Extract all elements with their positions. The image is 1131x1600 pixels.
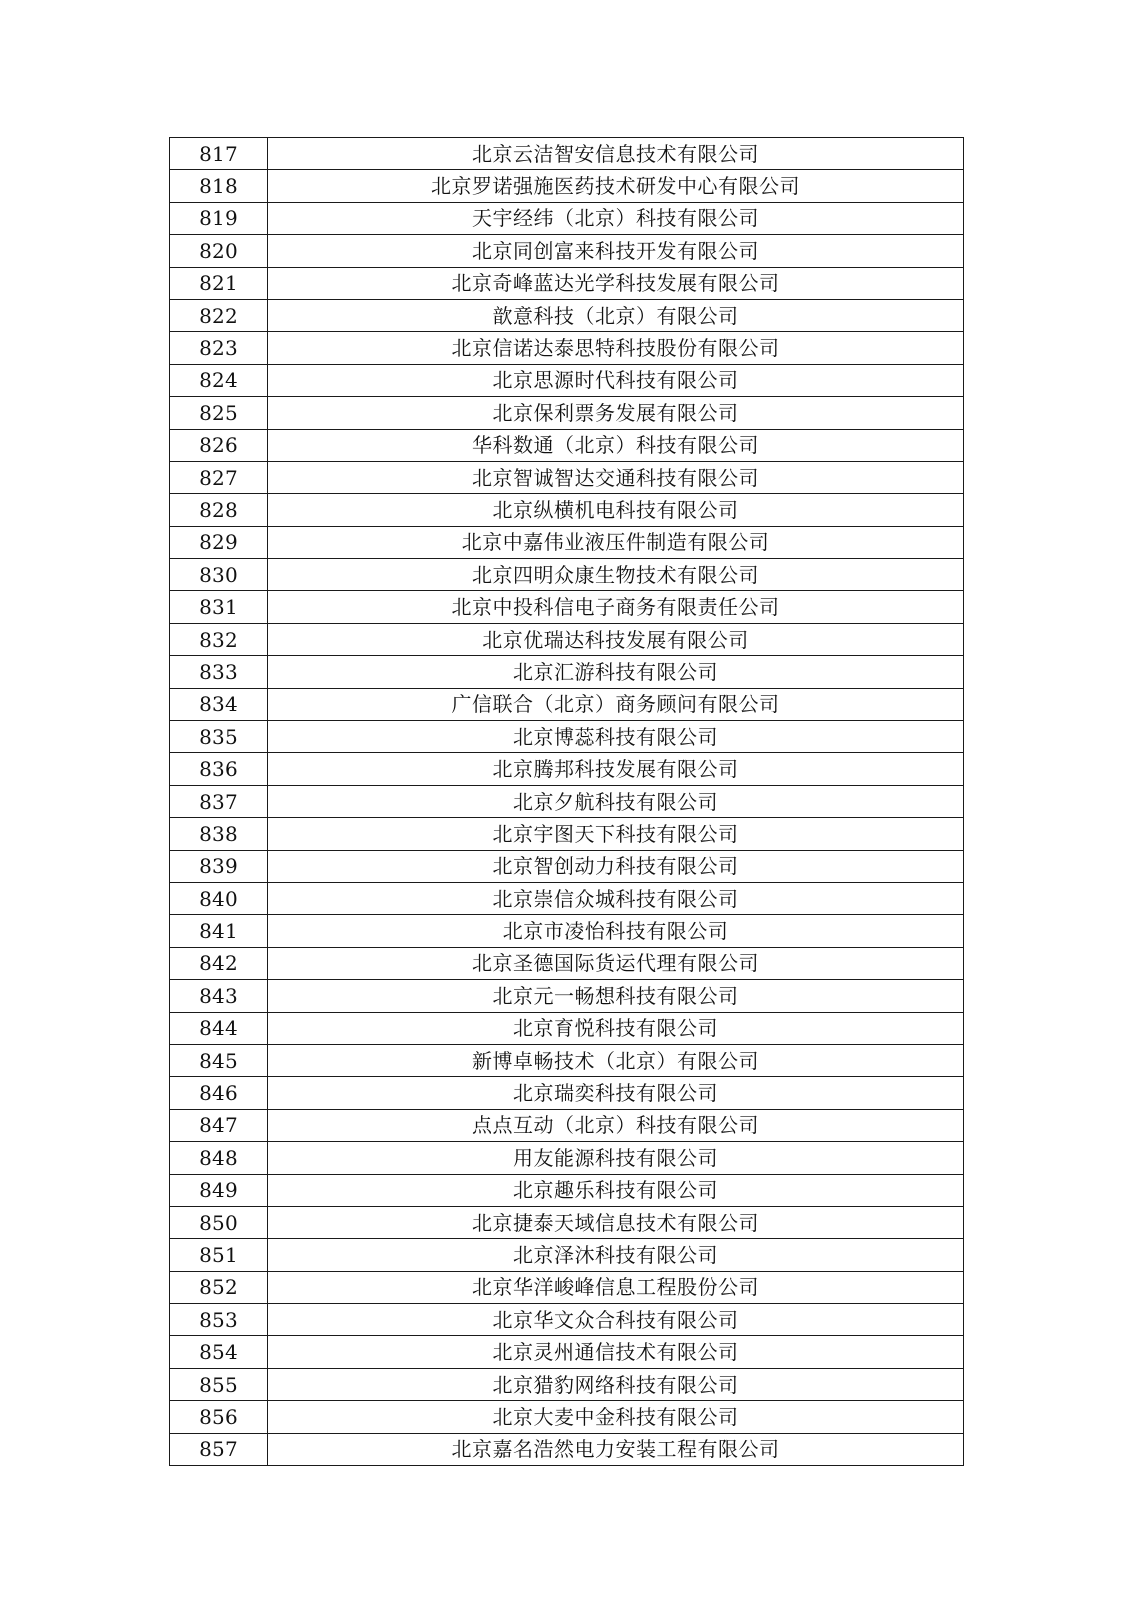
company-name: 北京大麦中金科技有限公司 [268, 1401, 964, 1433]
company-name: 北京奇峰蓝达光学科技发展有限公司 [268, 267, 964, 299]
company-name: 北京信诺达泰思特科技股份有限公司 [268, 332, 964, 364]
company-name: 北京腾邦科技发展有限公司 [268, 753, 964, 785]
table-row [170, 818, 964, 850]
company-name: 北京中投科信电子商务有限责任公司 [268, 591, 964, 623]
table-row [170, 947, 964, 979]
table-row [170, 1336, 964, 1368]
row-number: 824 [170, 364, 268, 396]
table-row [170, 202, 964, 234]
table-row [170, 559, 964, 591]
company-name: 北京嘉名浩然电力安装工程有限公司 [268, 1433, 964, 1465]
table-row [170, 494, 964, 526]
company-name: 北京罗诺强施医药技术研发中心有限公司 [268, 170, 964, 202]
row-number: 826 [170, 429, 268, 461]
row-number: 854 [170, 1336, 268, 1368]
table-row [170, 688, 964, 720]
company-name: 北京智诚智达交通科技有限公司 [268, 461, 964, 493]
company-name: 北京优瑞达科技发展有限公司 [268, 623, 964, 655]
table-row [170, 753, 964, 785]
row-number: 845 [170, 1044, 268, 1076]
table-row [170, 1368, 964, 1400]
table-row [170, 721, 964, 753]
row-number: 834 [170, 688, 268, 720]
table-row [170, 915, 964, 947]
row-number: 819 [170, 202, 268, 234]
table-row [170, 1142, 964, 1174]
company-name: 北京纵横机电科技有限公司 [268, 494, 964, 526]
table-row [170, 332, 964, 364]
table-row [170, 1433, 964, 1465]
table-row [170, 526, 964, 558]
company-name: 新博卓畅技术（北京）有限公司 [268, 1044, 964, 1076]
table-row [170, 1271, 964, 1303]
table-row [170, 1044, 964, 1076]
table-row [170, 1304, 964, 1336]
row-number: 822 [170, 299, 268, 331]
company-name: 北京智创动力科技有限公司 [268, 850, 964, 882]
row-number: 831 [170, 591, 268, 623]
row-number: 821 [170, 267, 268, 299]
row-number: 818 [170, 170, 268, 202]
company-name: 北京猎豹网络科技有限公司 [268, 1368, 964, 1400]
company-name: 华科数通（北京）科技有限公司 [268, 429, 964, 461]
company-name: 北京泽沐科技有限公司 [268, 1239, 964, 1271]
table-row [170, 591, 964, 623]
row-number: 835 [170, 721, 268, 753]
row-number: 820 [170, 235, 268, 267]
row-number: 849 [170, 1174, 268, 1206]
table-row [170, 429, 964, 461]
table-row [170, 656, 964, 688]
company-name: 北京思源时代科技有限公司 [268, 364, 964, 396]
table-row [170, 267, 964, 299]
row-number: 837 [170, 785, 268, 817]
row-number: 851 [170, 1239, 268, 1271]
company-name: 歆意科技（北京）有限公司 [268, 299, 964, 331]
company-name: 北京瑞奕科技有限公司 [268, 1077, 964, 1109]
row-number: 852 [170, 1271, 268, 1303]
table-body [170, 138, 964, 1466]
table-row [170, 1174, 964, 1206]
table-row [170, 235, 964, 267]
company-name: 北京博蕊科技有限公司 [268, 721, 964, 753]
company-name: 北京元一畅想科技有限公司 [268, 980, 964, 1012]
table-row [170, 1109, 964, 1141]
company-name: 北京宇图天下科技有限公司 [268, 818, 964, 850]
company-name: 北京汇游科技有限公司 [268, 656, 964, 688]
company-name: 北京华洋峻峰信息工程股份公司 [268, 1271, 964, 1303]
row-number: 856 [170, 1401, 268, 1433]
table-row [170, 138, 964, 170]
company-name: 北京夕航科技有限公司 [268, 785, 964, 817]
table-row [170, 397, 964, 429]
row-number: 830 [170, 559, 268, 591]
company-name: 广信联合（北京）商务顾问有限公司 [268, 688, 964, 720]
table-row [170, 1239, 964, 1271]
company-name: 北京市凌怡科技有限公司 [268, 915, 964, 947]
company-name: 北京灵州通信技术有限公司 [268, 1336, 964, 1368]
row-number: 855 [170, 1368, 268, 1400]
table-row [170, 623, 964, 655]
table-row [170, 850, 964, 882]
table-row [170, 170, 964, 202]
company-name: 北京华文众合科技有限公司 [268, 1304, 964, 1336]
row-number: 846 [170, 1077, 268, 1109]
row-number: 857 [170, 1433, 268, 1465]
row-number: 838 [170, 818, 268, 850]
row-number: 817 [170, 138, 268, 170]
row-number: 823 [170, 332, 268, 364]
row-number: 848 [170, 1142, 268, 1174]
company-name: 用友能源科技有限公司 [268, 1142, 964, 1174]
row-number: 841 [170, 915, 268, 947]
company-name: 北京圣德国际货运代理有限公司 [268, 947, 964, 979]
company-name: 北京同创富来科技开发有限公司 [268, 235, 964, 267]
company-name: 点点互动（北京）科技有限公司 [268, 1109, 964, 1141]
row-number: 827 [170, 461, 268, 493]
company-name: 北京中嘉伟业液压件制造有限公司 [268, 526, 964, 558]
row-number: 844 [170, 1012, 268, 1044]
row-number: 843 [170, 980, 268, 1012]
company-name: 北京崇信众城科技有限公司 [268, 882, 964, 914]
row-number: 828 [170, 494, 268, 526]
company-name: 天宇经纬（北京）科技有限公司 [268, 202, 964, 234]
table-row [170, 980, 964, 1012]
company-name: 北京云洁智安信息技术有限公司 [268, 138, 964, 170]
table-row [170, 1206, 964, 1238]
table-row [170, 785, 964, 817]
company-name: 北京保利票务发展有限公司 [268, 397, 964, 429]
company-name: 北京四明众康生物技术有限公司 [268, 559, 964, 591]
row-number: 853 [170, 1304, 268, 1336]
table-row [170, 882, 964, 914]
row-number: 832 [170, 623, 268, 655]
row-number: 833 [170, 656, 268, 688]
table-row [170, 1012, 964, 1044]
row-number: 847 [170, 1109, 268, 1141]
company-list-table [169, 137, 964, 1466]
row-number: 839 [170, 850, 268, 882]
row-number: 836 [170, 753, 268, 785]
company-name: 北京捷泰天域信息技术有限公司 [268, 1206, 964, 1238]
row-number: 850 [170, 1206, 268, 1238]
table-row [170, 1401, 964, 1433]
table-row [170, 299, 964, 331]
table-row [170, 1077, 964, 1109]
row-number: 825 [170, 397, 268, 429]
table-row [170, 364, 964, 396]
row-number: 829 [170, 526, 268, 558]
row-number: 842 [170, 947, 268, 979]
table-row [170, 461, 964, 493]
company-name: 北京育悦科技有限公司 [268, 1012, 964, 1044]
row-number: 840 [170, 882, 268, 914]
company-name: 北京趣乐科技有限公司 [268, 1174, 964, 1206]
